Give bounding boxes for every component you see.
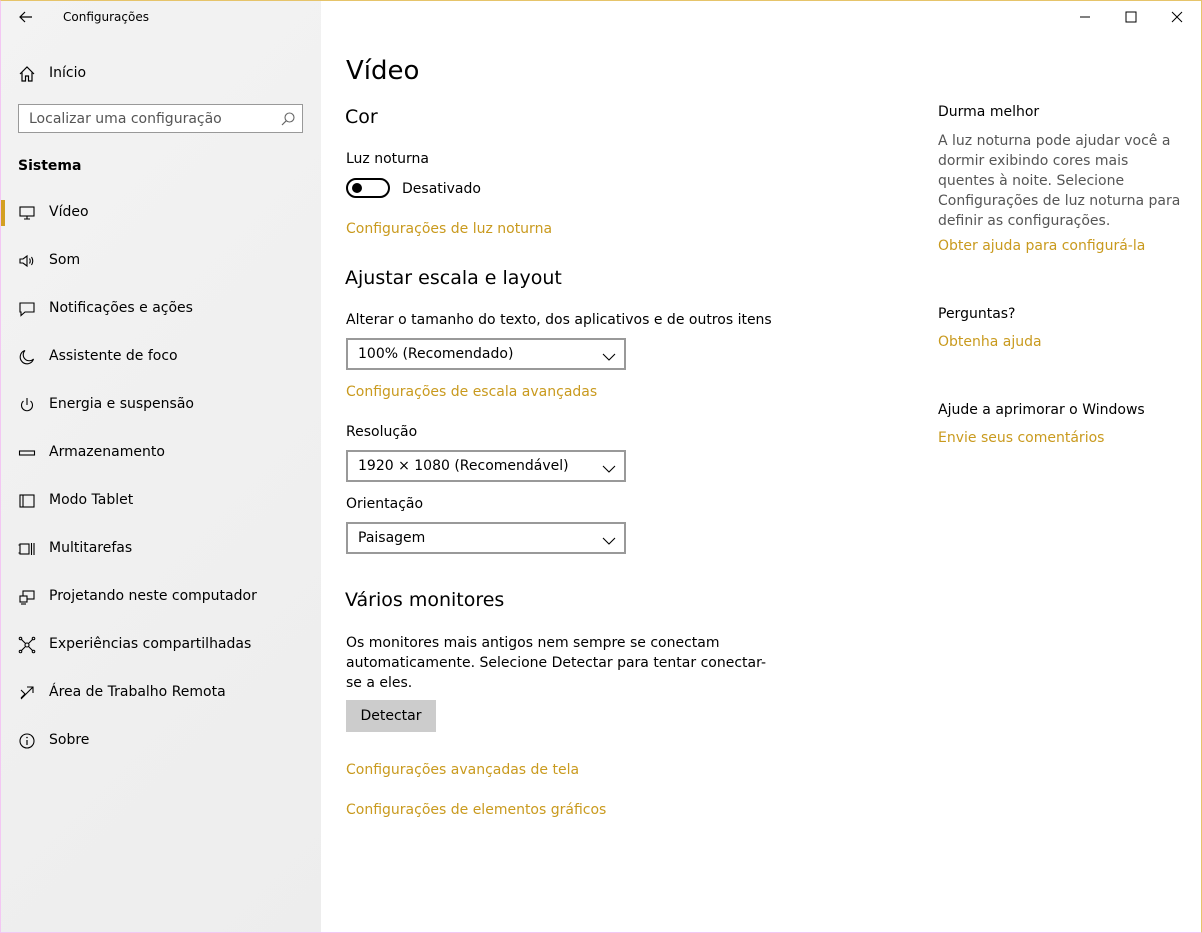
sidebar-item-storage[interactable] bbox=[1, 433, 321, 473]
sleep-better-title: Durma melhor bbox=[938, 104, 1040, 120]
advanced-display-link[interactable]: Configurações avançadas de tela bbox=[346, 762, 580, 778]
storage-icon bbox=[17, 443, 37, 463]
resolution-value: 1920 × 1080 (Recomendável) bbox=[358, 458, 569, 474]
scale-dropdown[interactable] bbox=[346, 338, 626, 370]
resolution-label: Resolução bbox=[346, 424, 418, 440]
sidebar-item-remote-desktop[interactable] bbox=[1, 673, 321, 713]
sidebar-item-label: Som bbox=[49, 252, 81, 268]
chevron-down-icon bbox=[602, 460, 616, 472]
active-indicator bbox=[1, 200, 5, 226]
sidebar-item-label: Área de Trabalho Remota bbox=[49, 684, 226, 700]
monitors-heading: Vários monitores bbox=[345, 589, 505, 611]
sidebar-item-label: Energia e suspensão bbox=[49, 396, 194, 412]
sidebar-item-video[interactable] bbox=[1, 193, 321, 233]
app-title: Configurações bbox=[63, 10, 149, 24]
toggle-knob bbox=[352, 183, 362, 193]
main-content bbox=[322, 1, 1201, 932]
sidebar-item-sound[interactable] bbox=[1, 241, 321, 281]
feedback-link[interactable]: Envie seus comentários bbox=[938, 430, 1105, 446]
info-icon bbox=[17, 731, 37, 751]
sidebar-item-shared-experiences[interactable] bbox=[1, 625, 321, 665]
back-arrow-icon[interactable] bbox=[15, 6, 37, 28]
sidebar-item-about[interactable] bbox=[1, 721, 321, 761]
close-button[interactable] bbox=[1154, 1, 1200, 33]
page-title: Vídeo bbox=[346, 56, 420, 86]
multitask-icon bbox=[17, 539, 37, 559]
sidebar-item-focus-assist[interactable] bbox=[1, 337, 321, 377]
sidebar-item-label: Notificações e ações bbox=[49, 300, 193, 316]
close-icon bbox=[1171, 8, 1183, 27]
power-icon bbox=[17, 395, 37, 415]
night-light-label: Luz noturna bbox=[346, 151, 429, 167]
scale-value: 100% (Recomendado) bbox=[358, 346, 514, 362]
sidebar-item-notifications[interactable] bbox=[1, 289, 321, 329]
size-label: Alterar o tamanho do texto, dos aplicativos e de outros itens bbox=[346, 312, 772, 328]
orientation-value: Paisagem bbox=[358, 530, 426, 546]
home-icon bbox=[17, 64, 37, 84]
maximize-button[interactable] bbox=[1108, 1, 1154, 33]
sleep-help-link[interactable]: Obter ajuda para configurá-la bbox=[938, 238, 1146, 254]
orientation-label: Orientação bbox=[346, 496, 424, 512]
sidebar-item-label: Sobre bbox=[49, 732, 90, 748]
chevron-down-icon bbox=[602, 348, 616, 360]
sidebar-item-tablet-mode[interactable] bbox=[1, 481, 321, 521]
shared-icon bbox=[17, 635, 37, 655]
resolution-dropdown[interactable] bbox=[346, 450, 626, 482]
sidebar-item-label: Assistente de foco bbox=[49, 348, 178, 364]
improve-windows-title: Ajude a aprimorar o Windows bbox=[938, 402, 1145, 418]
sidebar-section-title: Sistema bbox=[18, 158, 82, 174]
speaker-icon bbox=[17, 251, 37, 271]
monitor-icon bbox=[17, 203, 37, 223]
minimize-icon bbox=[1079, 8, 1091, 27]
sidebar-item-label: Vídeo bbox=[49, 204, 89, 220]
orientation-dropdown[interactable] bbox=[346, 522, 626, 554]
questions-title: Perguntas? bbox=[938, 306, 1016, 322]
search-icon[interactable] bbox=[280, 111, 296, 127]
sidebar-item-home[interactable] bbox=[1, 57, 321, 91]
sidebar-item-label: Multitarefas bbox=[49, 540, 133, 556]
get-help-link[interactable]: Obtenha ajuda bbox=[938, 334, 1042, 350]
notification-icon bbox=[17, 299, 37, 319]
sidebar bbox=[1, 1, 321, 932]
projecting-icon bbox=[17, 587, 37, 607]
detect-button[interactable]: Detectar bbox=[346, 700, 436, 732]
scale-heading: Ajustar escala e layout bbox=[345, 267, 562, 289]
minimize-button[interactable] bbox=[1062, 1, 1108, 33]
sleep-better-text: A luz noturna pode ajudar você a dormir exibindo cores mais quentes à noite. Selecione Configurações de luz noturna para definir as configurações. bbox=[938, 133, 1181, 229]
chevron-down-icon bbox=[602, 532, 616, 544]
remote-desktop-icon bbox=[17, 683, 37, 703]
maximize-icon bbox=[1125, 8, 1137, 27]
search-box bbox=[18, 104, 303, 133]
night-light-state: Desativado bbox=[402, 181, 481, 197]
sidebar-item-label: Projetando neste computador bbox=[49, 588, 257, 604]
sidebar-item-label: Armazenamento bbox=[49, 444, 165, 460]
advanced-scale-link[interactable]: Configurações de escala avançadas bbox=[346, 384, 598, 400]
sidebar-item-projecting[interactable] bbox=[1, 577, 321, 617]
sidebar-item-label: Experiências compartilhadas bbox=[49, 636, 252, 652]
night-light-toggle[interactable] bbox=[346, 178, 390, 198]
search-input[interactable] bbox=[19, 105, 279, 132]
tablet-icon bbox=[17, 491, 37, 511]
sidebar-item-label: Início bbox=[49, 65, 87, 81]
color-heading: Cor bbox=[345, 106, 378, 128]
sidebar-item-label: Modo Tablet bbox=[49, 492, 134, 508]
moon-icon bbox=[17, 347, 37, 367]
graphics-settings-link[interactable]: Configurações de elementos gráficos bbox=[346, 802, 607, 818]
monitors-description: Os monitores mais antigos nem sempre se conectam automaticamente. Selecione Detectar para tentar conectar-se a eles. bbox=[346, 635, 766, 691]
sidebar-item-power[interactable] bbox=[1, 385, 321, 425]
night-light-settings-link[interactable]: Configurações de luz noturna bbox=[346, 221, 553, 237]
sidebar-item-multitasking[interactable] bbox=[1, 529, 321, 569]
